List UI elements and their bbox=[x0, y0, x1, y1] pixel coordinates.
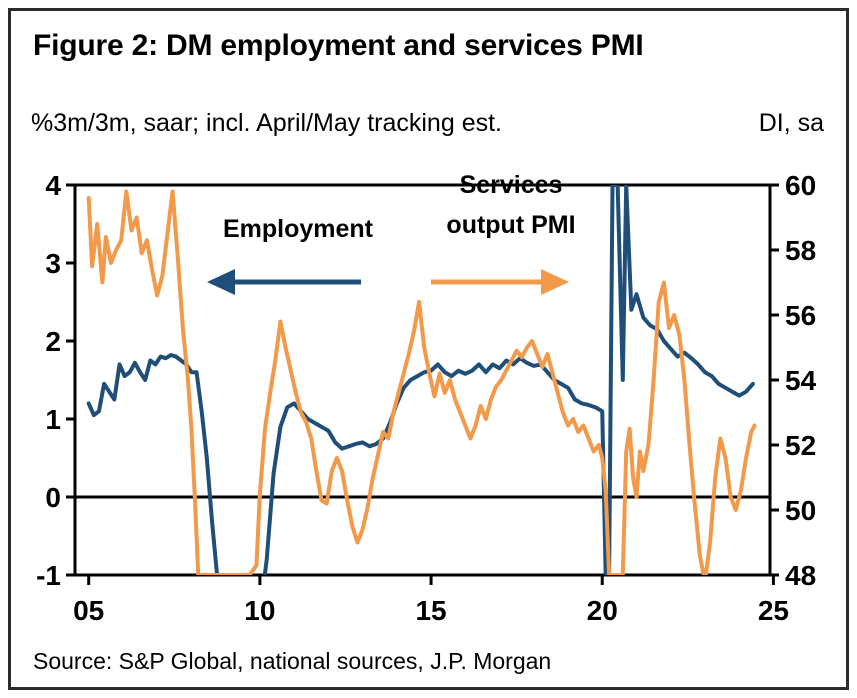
x-tick-label: 25 bbox=[757, 595, 790, 626]
y-tick-label-left: 2 bbox=[45, 326, 61, 357]
x-tick-label: 10 bbox=[244, 595, 276, 626]
annotation-services-label-line2: output PMI bbox=[446, 211, 576, 239]
y-tick-label-right: 60 bbox=[785, 170, 817, 201]
x-tick-label: 05 bbox=[73, 595, 105, 626]
plot-border bbox=[75, 185, 770, 575]
x-tick-label: 20 bbox=[586, 595, 618, 626]
y-tick-label-right: 50 bbox=[785, 495, 817, 526]
y-tick-label-left: 1 bbox=[45, 404, 61, 435]
y-tick-label-right: 54 bbox=[785, 365, 817, 396]
y-tick-label-left: 0 bbox=[45, 482, 61, 513]
series-group bbox=[89, 185, 755, 614]
x-tick-label: 15 bbox=[415, 595, 447, 626]
y-tick-label-right: 58 bbox=[785, 235, 817, 266]
subtitle-right: DI, sa bbox=[758, 109, 824, 137]
annotation-services-label-line1: Services bbox=[459, 171, 563, 199]
y-tick-label-left: 3 bbox=[45, 248, 61, 279]
chart-plot-area bbox=[11, 151, 846, 651]
chart-svg bbox=[11, 151, 846, 651]
y-tick-label-left: -1 bbox=[36, 560, 61, 591]
source-note: Source: S&P Global, national sources, J.P. Morgan bbox=[33, 648, 552, 674]
annotation-employment-label: Employment bbox=[222, 215, 374, 243]
annotation-services-arrow-head bbox=[541, 269, 569, 295]
y-tick-label-right: 52 bbox=[785, 430, 817, 461]
annotation-employment-arrow-head bbox=[207, 269, 235, 295]
page-title: Figure 2: DM employment and services PMI bbox=[33, 29, 644, 62]
y-tick-label-left: 4 bbox=[45, 170, 61, 201]
y-tick-label-right: 56 bbox=[785, 300, 817, 331]
y-tick-label-right: 48 bbox=[785, 560, 817, 591]
series-line-services-pmi bbox=[89, 192, 755, 582]
subtitle-left: %3m/3m, saar; incl. April/May tracking est. bbox=[31, 109, 502, 137]
figure-frame bbox=[8, 8, 849, 690]
